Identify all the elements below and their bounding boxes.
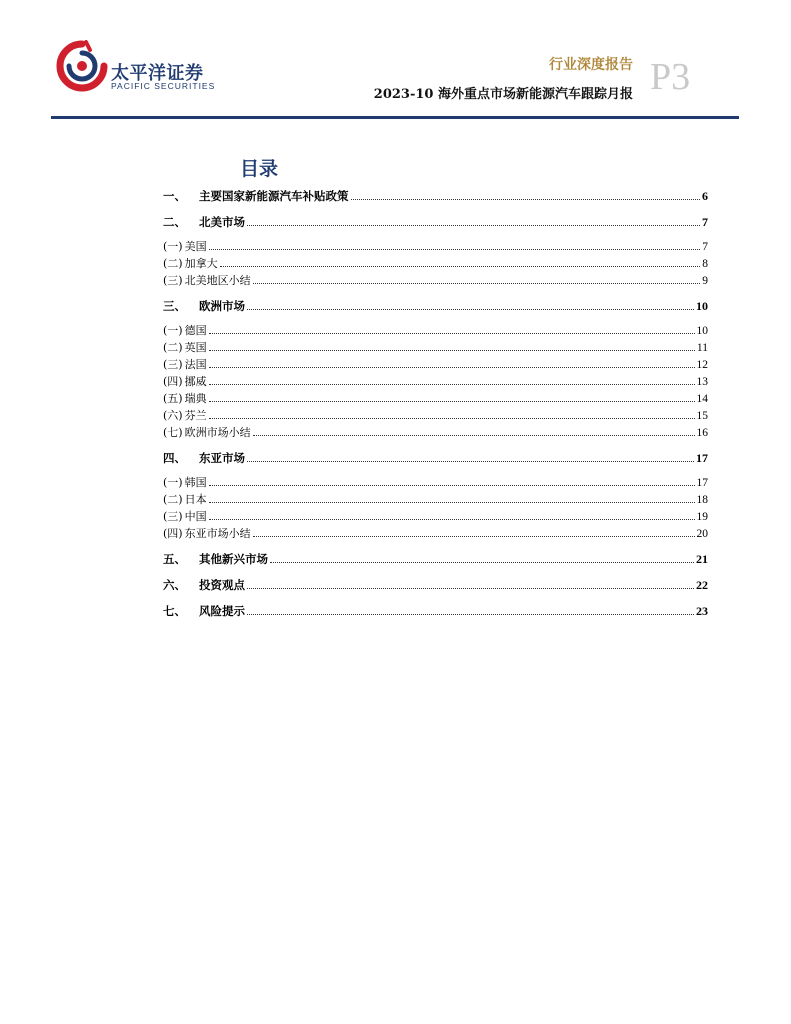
toc-entry-title: 德国 <box>184 324 207 337</box>
pacific-securities-logo-icon <box>56 40 108 92</box>
toc-entry-number: (四) <box>163 375 183 388</box>
brand-name-cn: 太平洋证券 <box>111 63 204 84</box>
toc-page-number: 13 <box>696 376 708 388</box>
toc-entry-number: (五) <box>163 392 183 405</box>
toc-entry-label <box>163 508 207 524</box>
toc-leader-dots <box>247 614 694 615</box>
toc-subsection-entry[interactable] <box>163 255 708 271</box>
toc-page-number: 21 <box>696 552 708 566</box>
toc-entry-label <box>163 424 251 440</box>
toc-entry-number: 四、 <box>163 451 186 465</box>
toc-leader-dots <box>209 418 695 419</box>
toc-leader-dots <box>209 333 695 334</box>
toc-subsection-entry[interactable] <box>163 508 708 524</box>
toc-entry-title: 北美地区小结 <box>184 274 251 287</box>
toc-subsection-entry[interactable] <box>163 390 708 406</box>
toc-entry-title: 其他新兴市场 <box>199 552 268 566</box>
toc-entry-title: 北美市场 <box>199 215 245 229</box>
toc-page-number: 19 <box>696 511 708 523</box>
toc-leader-dots <box>209 249 701 250</box>
toc-entry-label <box>163 356 207 372</box>
toc-page-number: 9 <box>702 275 708 287</box>
toc-entry-label <box>163 298 245 314</box>
toc-entry-label <box>163 255 218 271</box>
toc-entry-label <box>163 603 245 619</box>
toc-entry-number: (三) <box>163 510 183 523</box>
toc-section-entry[interactable] <box>163 214 708 230</box>
toc-page-number: 10 <box>696 325 708 337</box>
toc-entry-title: 东亚市场小结 <box>184 527 251 540</box>
toc-subsection-entry[interactable] <box>163 238 708 254</box>
toc-leader-dots <box>247 309 694 310</box>
report-title: 2023-10 海外重点市场新能源汽车跟踪月报 <box>373 87 633 102</box>
toc-heading: 目录 <box>240 158 279 180</box>
toc-entry-number: (一) <box>163 240 183 253</box>
toc-subsection-entry[interactable] <box>163 407 708 423</box>
page-header <box>0 0 791 120</box>
toc-page-number: 15 <box>696 410 708 422</box>
toc-entry-title: 主要国家新能源汽车补贴政策 <box>199 189 349 203</box>
toc-entry-title: 韩国 <box>184 476 207 489</box>
toc-entry-number: (七) <box>163 426 183 439</box>
toc-entry-title: 中国 <box>184 510 207 523</box>
toc-subsection-entry[interactable] <box>163 525 708 541</box>
toc-entry-title: 欧洲市场 <box>199 299 245 313</box>
toc-page-number: 23 <box>696 604 708 618</box>
toc-subsection-entry[interactable] <box>163 424 708 440</box>
toc-entry-number: (二) <box>163 493 183 506</box>
toc-entry-title: 风险提示 <box>199 604 245 618</box>
toc-section-entry[interactable] <box>163 551 708 567</box>
toc-page-number: 20 <box>696 528 708 540</box>
toc-section-entry[interactable] <box>163 450 708 466</box>
toc-entry-title: 瑞典 <box>184 392 207 405</box>
toc-entry-title: 芬兰 <box>184 409 207 422</box>
toc-leader-dots <box>220 266 701 267</box>
page-number: P3 <box>650 56 691 98</box>
toc-entry-label <box>163 474 207 490</box>
toc-page-number: 18 <box>696 494 708 506</box>
toc-entry-label <box>163 322 207 338</box>
toc-subsection-entry[interactable] <box>163 373 708 389</box>
toc-entry-label <box>163 373 207 389</box>
toc-entry-title: 法国 <box>184 358 207 371</box>
brand-name-en: PACIFIC SECURITIES <box>111 81 216 91</box>
toc-entry-number: 一、 <box>163 189 186 203</box>
toc-leader-dots <box>247 225 700 226</box>
toc-entry-label <box>163 272 251 288</box>
toc-subsection-entry[interactable] <box>163 474 708 490</box>
toc-entry-title: 投资观点 <box>199 578 245 592</box>
toc-entry-number: (三) <box>163 358 183 371</box>
toc-entry-label <box>163 551 268 567</box>
toc-leader-dots <box>209 367 695 368</box>
toc-entry-label <box>163 238 207 254</box>
toc-entry-label <box>163 188 349 204</box>
toc-page-number: 11 <box>696 342 708 354</box>
toc-entry-number: 三、 <box>163 299 186 313</box>
toc-subsection-entry[interactable] <box>163 339 708 355</box>
toc-page-number: 22 <box>696 578 708 592</box>
toc-entry-title: 东亚市场 <box>199 451 245 465</box>
toc-leader-dots <box>209 401 695 402</box>
toc-entry-number: (二) <box>163 257 183 270</box>
toc-entry-number: 六、 <box>163 578 186 592</box>
toc-section-entry[interactable] <box>163 603 708 619</box>
header-divider <box>51 116 739 119</box>
toc-leader-dots <box>209 384 695 385</box>
toc-entry-label <box>163 525 251 541</box>
toc-entry-number: (二) <box>163 341 183 354</box>
toc-entry-title: 美国 <box>184 240 207 253</box>
toc-subsection-entry[interactable] <box>163 322 708 338</box>
toc-leader-dots <box>247 461 694 462</box>
toc-entry-number: (一) <box>163 324 183 337</box>
toc-page-number: 10 <box>696 299 708 313</box>
toc-leader-dots <box>351 199 701 200</box>
toc-page-number: 17 <box>696 477 708 489</box>
toc-page-number: 8 <box>702 258 708 270</box>
toc-page-number: 7 <box>702 215 708 229</box>
toc-page-number: 16 <box>696 427 708 439</box>
toc-page-number: 7 <box>702 241 708 253</box>
report-type: 行业深度报告 <box>549 57 633 73</box>
toc-leader-dots <box>253 435 695 436</box>
toc-entry-number: (一) <box>163 476 183 489</box>
toc-page-number: 17 <box>696 451 708 465</box>
toc-entry-label <box>163 339 207 355</box>
toc-section-entry[interactable] <box>163 188 708 204</box>
toc-entry-title: 日本 <box>184 493 207 506</box>
toc-subsection-entry[interactable] <box>163 491 708 507</box>
toc-entry-number: 五、 <box>163 552 186 566</box>
toc-section-entry[interactable] <box>163 298 708 314</box>
toc-entry-title: 欧洲市场小结 <box>184 426 251 439</box>
toc-subsection-entry[interactable] <box>163 272 708 288</box>
toc-leader-dots <box>253 283 701 284</box>
toc-entry-number: (三) <box>163 274 183 287</box>
toc-entry-number: 七、 <box>163 604 186 618</box>
toc-leader-dots <box>253 536 695 537</box>
toc-entry-title: 英国 <box>184 341 207 354</box>
toc-entry-number: (六) <box>163 409 183 422</box>
toc-leader-dots <box>209 502 695 503</box>
toc-entry-label <box>163 214 245 230</box>
toc-entry-label <box>163 450 245 466</box>
toc-entry-label <box>163 390 207 406</box>
toc-leader-dots <box>209 350 695 351</box>
toc-entry-label <box>163 491 207 507</box>
toc-page-number: 12 <box>696 359 708 371</box>
toc-leader-dots <box>209 485 695 486</box>
toc-section-entry[interactable] <box>163 577 708 593</box>
toc-page-number: 6 <box>702 189 708 203</box>
toc-subsection-entry[interactable] <box>163 356 708 372</box>
toc-leader-dots <box>270 562 694 563</box>
toc-entry-label <box>163 577 245 593</box>
toc-entry-title: 加拿大 <box>184 257 218 270</box>
toc-entry-label <box>163 407 207 423</box>
toc-entry-number: (四) <box>163 527 183 540</box>
toc-page-number: 14 <box>696 393 708 405</box>
toc-leader-dots <box>209 519 695 520</box>
toc-leader-dots <box>247 588 694 589</box>
toc-entry-number: 二、 <box>163 215 186 229</box>
toc-entry-title: 挪威 <box>184 375 207 388</box>
